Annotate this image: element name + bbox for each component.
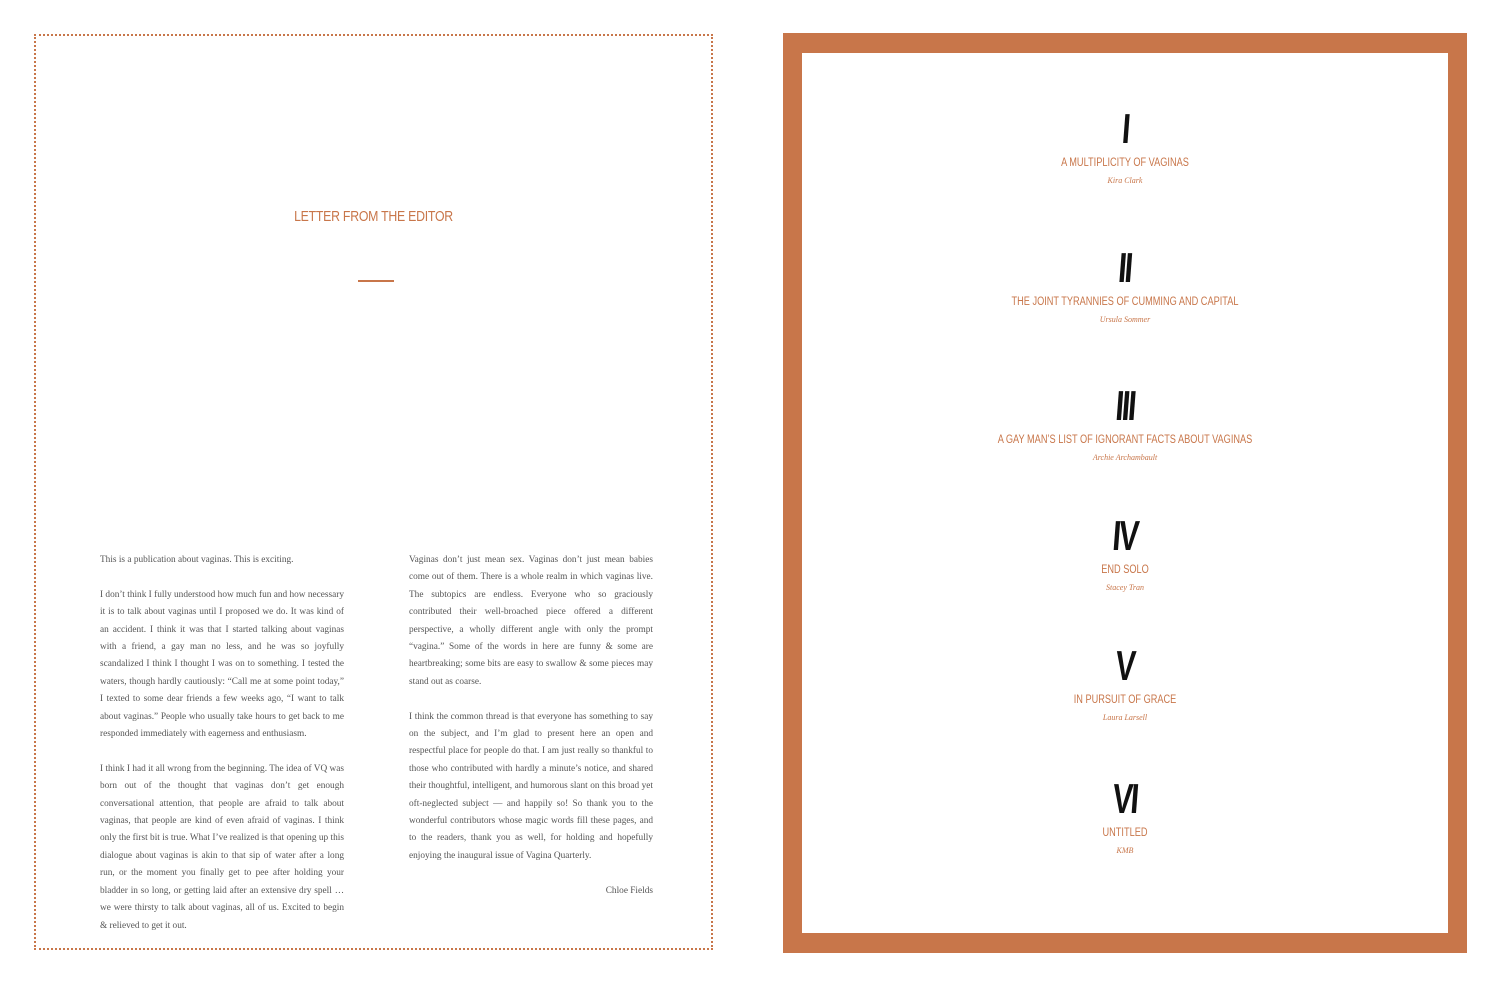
section-title: A MULTIPLICITY OF VAGINAS [1061, 157, 1189, 169]
section-numeral: II [1117, 244, 1134, 291]
toc-entry-4[interactable] [802, 514, 1448, 592]
toc-entry-5[interactable] [802, 644, 1448, 722]
contents-panel [802, 53, 1448, 933]
section-author: Ursula Sommer [1099, 315, 1151, 324]
letter-paragraph: I think the common thread is that everyone has something to say on the subject, and I’m glad to present here an open and respectful place for people do that. I am just really so thankful to those who contributed with hardly a minute’s notice, and shared their thoughtful, intelligent, and humorous slant on this broad yet oft-neglected subject — and happily so! So thank you to the wonderful contributors whose magic words fill these pages, and to the readers, thank you as well, for holding and hopefully enjoying the inaugural issue of Vagina Quarterly. [409, 711, 653, 861]
title-divider [358, 280, 394, 282]
letter-paragraph: I don’t think I fully understood how much fun and how necessary it is to talk about vaginas until I proposed we do. It was kind of an accident. I think it was that I started talking about vaginas with a friend, a gay man no less, and he was so joyfully scandalized I think I thought I was on to something. I tested the waters, though hardly cautiously: “Call me at some point today,” I texted to some dear friends a few weeks ago, “I want to talk about vaginas.” People who usually take hours to get back to me responded immediately with eagerness and enthusiasm. [100, 589, 344, 740]
table-of-contents-page [783, 33, 1467, 953]
section-numeral: V [1114, 642, 1136, 689]
section-author: KMB [1116, 846, 1134, 855]
editor-signature: Chloe Fields [605, 885, 653, 896]
section-numeral: VI [1111, 775, 1139, 822]
page-title: LETTER FROM THE EDITOR [294, 208, 453, 225]
section-title: UNTITLED [1102, 827, 1148, 839]
letter-paragraph: This is a publication about vaginas. This is exciting. [100, 555, 294, 565]
section-title: THE JOINT TYRANNIES OF CUMMING AND CAPITAL [1011, 296, 1239, 308]
section-title: IN PURSUIT OF GRACE [1073, 694, 1177, 706]
section-author: Laura Larsell [1102, 713, 1148, 722]
letter-column-left [100, 552, 344, 952]
section-author: Kira Clark [1107, 176, 1143, 185]
section-numeral: III [1113, 382, 1137, 429]
toc-entry-1[interactable] [802, 107, 1448, 185]
letter-paragraph: Vaginas don’t just mean sex. Vaginas don’t just mean babies come out of them. There is a whole realm in which vaginas live. The subtopics are endless. Everyone who so graciously contributed their well-broached piece offered a different perspective, a wholly different angle with only the prompt “vagina.” Some of the words in here are funny & some are heartbreaking; some bits are easy to swallow & some pieces may stand out as coarse. [409, 555, 653, 687]
section-author: Stacey Tran [1106, 583, 1144, 592]
editor-letter-page [34, 34, 713, 950]
section-author: Archie Archambault [1092, 453, 1158, 462]
section-title: A GAY MAN’S LIST OF IGNORANT FACTS ABOUT VAGINAS [997, 434, 1253, 446]
section-title: END SOLO [1101, 564, 1149, 576]
toc-entry-6[interactable] [802, 777, 1448, 855]
section-numeral: IV [1111, 512, 1139, 559]
letter-paragraph: I think I had it all wrong from the beginning. The idea of VQ was born out of the thought that vaginas don’t get enough conversational attention, that people are afraid to talk about vaginas, that people are kind of even afraid of vaginas. I think only the first bit is true. What I’ve realized is that opening up this dialogue about vaginas is akin to that sip of water after a long run, or the moment you finally get to pee after holding your bladder in so long, or getting laid after an extensive dry spell … we were thirsty to talk about vaginas, all of us. Excited to begin & relieved to get it out. [100, 763, 344, 931]
toc-entry-2[interactable] [802, 246, 1448, 324]
toc-entry-3[interactable] [802, 384, 1448, 462]
letter-column-right [409, 552, 653, 917]
section-numeral: I [1120, 105, 1130, 152]
